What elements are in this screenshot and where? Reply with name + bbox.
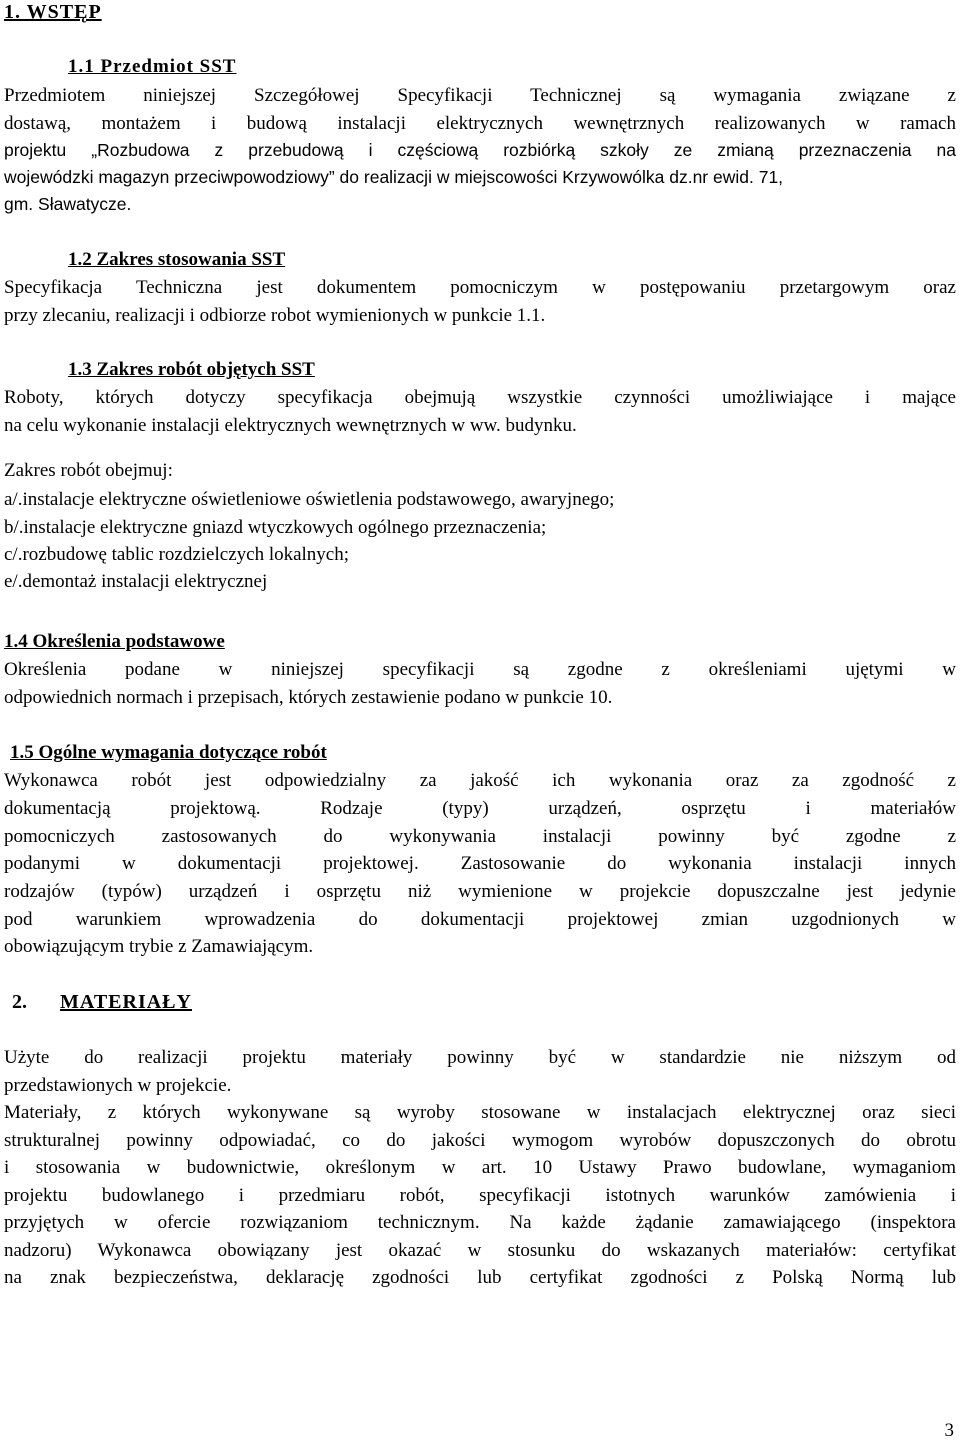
paragraph-line: Użyte do realizacji projektu materiały powinny być w standardzie nie niższym od	[4, 1047, 956, 1068]
paragraph-line: rodzajów (typów) urządzeń i osprzętu niż wymienione w projekcie dopuszczalne jest jedynie	[4, 881, 956, 902]
paragraph-line: na celu wykonanie instalacji elektrycznych wewnętrznych w ww. budynku.	[4, 415, 577, 436]
paragraph-line: wojewódzki magazyn przeciwpowodziowy” do realizacji w miejscowości Krzywowólka dz.nr ewid. 71,	[4, 167, 784, 187]
paragraph-line: gm. Sławatycze.	[4, 194, 132, 214]
paragraph-line: strukturalnej powinny odpowiadać, co do jakości wymogom wyrobów dopuszczonych do obrotu	[4, 1130, 956, 1151]
paragraph-line: obowiązującym trybie z Zamawiającym.	[4, 936, 314, 957]
paragraph-line: projektu budowlanego i przedmiaru robót, specyfikacji istotnych warunków zamówienia i	[4, 1185, 956, 1206]
paragraph-line: dostawą, montażem i budową instalacji elektrycznych wewnętrznych realizowanych w ramach	[4, 113, 956, 134]
subsection-1-4-heading: 1.4 Określenia podstawowe	[4, 631, 225, 652]
paragraph-line: Przedmiotem niniejszej Szczegółowej Specyfikacji Technicznej są wymagania związane z	[4, 85, 956, 106]
paragraph-line: Materiały, z których wykonywane są wyroby stosowane w instalacjach elektrycznej oraz sieci	[4, 1102, 956, 1123]
paragraph-line: podanymi w dokumentacji projektowej. Zastosowanie do wykonania instalacji innych	[4, 853, 956, 874]
list-item: b/.instalacje elektryczne gniazd wtyczkowych ogólnego przeznaczenia;	[4, 517, 547, 538]
paragraph-line: Specyfikacja Techniczna jest dokumentem pomocniczym w postępowaniu przetargowym oraz	[4, 277, 956, 298]
subsection-1-3-heading: 1.3 Zakres robót objętych SST	[68, 359, 315, 380]
paragraph-line: Wykonawca robót jest odpowiedzialny za jakość ich wykonania oraz za zgodność z	[4, 770, 956, 791]
paragraph-line: odpowiednich normach i przepisach, których zestawienie podano w punkcie 10.	[4, 687, 613, 708]
paragraph-line: przyjętych w ofercie rozwiązaniom technicznym. Na każde żądanie zamawiającego (inspektora	[4, 1212, 956, 1233]
paragraph-line: Roboty, których dotyczy specyfikacja obejmują wszystkie czynności umożliwiające i mające	[4, 387, 956, 408]
paragraph-line: przy zlecaniu, realizacji i odbiorze robot wymienionych w punkcie 1.1.	[4, 305, 546, 326]
list-item: a/.instalacje elektryczne oświetleniowe oświetlenia podstawowego, awaryjnego;	[4, 489, 615, 510]
paragraph-line: dokumentacją projektową. Rodzaje (typy) urządzeń, osprzętu i materiałów	[4, 798, 956, 819]
section-2-number: 2.	[12, 991, 27, 1013]
list-item: c/.rozbudowę tablic rozdzielczych lokalnych;	[4, 544, 350, 565]
paragraph-line: pod warunkiem wprowadzenia do dokumentacji projektowej zmian uzgodnionych w	[4, 909, 956, 930]
paragraph-line: pomocniczych zastosowanych do wykonywania instalacji powinny być zgodne z	[4, 826, 956, 847]
paragraph-line: na znak bezpieczeństwa, deklarację zgodności lub certyfikat zgodności z Polską Normą lub	[4, 1267, 956, 1288]
subsection-1-1-heading: 1.1 Przedmiot SST	[68, 56, 237, 77]
paragraph-line: Określenia podane w niniejszej specyfikacji są zgodne z określeniami ujętymi w	[4, 659, 956, 680]
subsection-1-5-heading: 1.5 Ogólne wymagania dotyczące robót	[10, 742, 327, 763]
section-2-heading: MATERIAŁY	[60, 991, 192, 1013]
paragraph-line: projektu „Rozbudowa z przebudową i częściową rozbiórką szkoły ze zmianą przeznaczenia na	[4, 140, 956, 160]
scope-label: Zakres robót obejmuj:	[4, 460, 173, 481]
list-item: e/.demontaż instalacji elektrycznej	[4, 571, 268, 592]
paragraph-line: przedstawionych w projekcie.	[4, 1075, 232, 1096]
paragraph-line: nadzoru) Wykonawca obowiązany jest okazać w stosunku do wskazanych materiałów: certyfikat	[4, 1240, 956, 1261]
page-number: 3	[944, 1420, 954, 1441]
subsection-1-2-heading: 1.2 Zakres stosowania SST	[68, 249, 286, 270]
paragraph-line: i stosowania w budownictwie, określonym w art. 10 Ustawy Prawo budowlane, wymaganiom	[4, 1157, 956, 1178]
section-1-heading: 1. WSTĘP	[4, 1, 102, 23]
